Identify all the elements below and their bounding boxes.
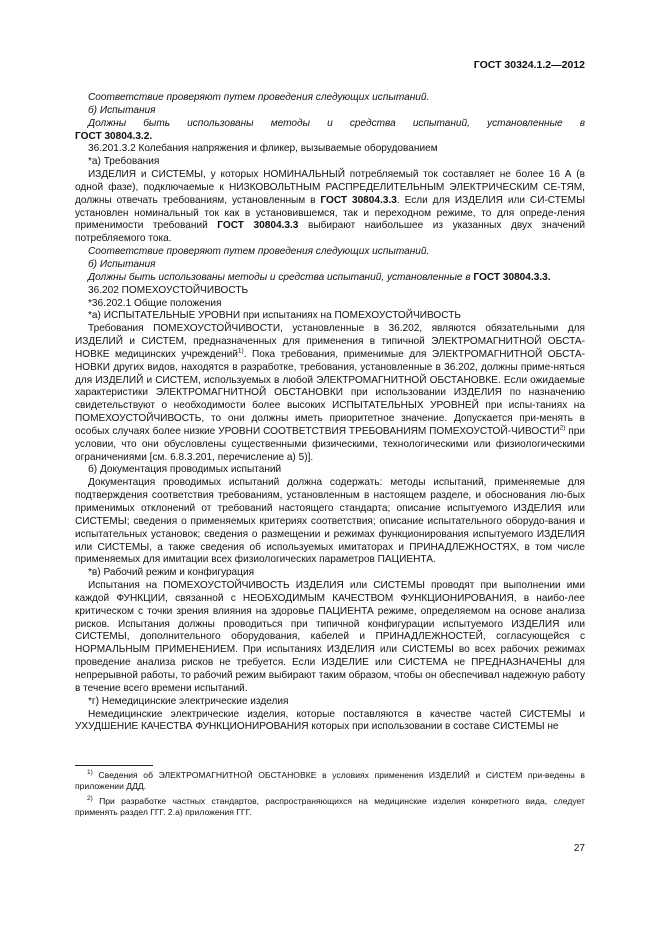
paragraph: Требования ПОМЕХОУСТОЙЧИВОСТИ, установленные в 36.202, являются обязательными для ИЗДЕЛИЙ и СИСТЕМ, предназначенных для применения в типичной ЭЛЕКТРОМАГНИТНОЙ ОБСТА-НОВКЕ медицинских учреждений$^{1)}$. Пока требования, применимые для ЭЛЕКТРОМАГНИТНОЙ ОБСТА-НОВКИ других видов, находятся в разработке, требования, установленные в 36.202, должны приме-няться для ИЗДЕЛИЙ и СИСТЕМ, используемых в любой ЭЛЕКТРОМАГНИТНОЙ ОБСТАНОВКЕ. Если ожидаемые характеристики ЭЛЕКТРОМАГНИТНОЙ ОБСТАНОВКИ при использовании ИЗДЕЛИЯ по назначению свидетельствуют о необходимости более высоких ИСПЫТАТЕЛЬНЫХ УРОВНЕЙ при испы-таниях на ПОМЕХОУСТОЙЧИВОСТЬ, то они должны иметь приоритетное значение. Допускается при-менять в особых случаях более низкие УРОВНИ СООТВЕТСТВИЯ ТРЕБОВАНИЯМ ПОМЕХОУСТОЙ-ЧИВОСТИ$^{2)}$ при условии, что они обусловлены существенными физическими, технологическими или физиологическими ограничениями [см. 6.8.3.201, перечисление а) 5)]. — [75, 323, 585, 463]
clause-heading: *36.202.1 Общие положения — [88, 297, 222, 309]
paragraph: б) Испытания — [88, 104, 156, 116]
footnote: $^{2)}$ При разработке частных стандартов, распространяющихся на медицинские изделия конкретного вида, следует применять раздел ГГГ. 2.а) приложения ГГГ. — [75, 795, 585, 817]
paragraph: Должны быть использованы методы и средства испытаний, установленные в ГОСТ 30804.3.3. — [88, 271, 551, 283]
paragraph: Документация проводимых испытаний должна содержать: методы испытаний, применяемые для подтверждения соответствия требованиям, установленным в настоящем разделе, и обоснования лю-бых применимых отклонений от требований настоящего стандарта; описание испытуемого ИЗДЕЛИЯ или СИСТЕМЫ; сведения о применяемых критериях соответствия; описание испытательного оборудо-вания и испытательных установок; сведения о размещении и режимах функционирования испытуемого ИЗДЕЛИЯ или СИСТЕМЫ, а также сведения об используемых имитаторах и ПРИНАДЛЕЖНОСТЯХ, в том числе применяемых для имитации всех физиологических параметров ПАЦИЕНТА. — [75, 477, 585, 566]
paragraph: ИЗДЕЛИЯ и СИСТЕМЫ, у которых НОМИНАЛЬНЫЙ потребляемый ток составляет не более 16 А (в одной фазе), подключаемые к НИЗКОВОЛЬТНЫМ РАСПРЕДЕЛИТЕЛЬНЫМ ЭЛЕКТРИЧЕСКИМ СЕ-ТЯМ, должны отвечать требованиям, установленным в ГОСТ 30804.3.3. Если для ИЗДЕЛИЯ или СИ-СТЕМЫ установлен номинальный ток как в установившемся, так и переходном режиме, то для опреде-ления применимости требований ГОСТ 30804.3.3 выбирают наибольшее из указанных двух значений потребляемого тока. — [75, 169, 586, 245]
document-body — [75, 92, 585, 734]
paragraph: Немедицинские электрические изделия, которые поставляются в качестве частей СИСТЕМЫ и УХУДШЕНИЕ КАЧЕСТВА ФУНКЦИОНИРОВАНИЯ которых при использовании в составе СИСТЕМЫ не — [75, 708, 585, 733]
paragraph: Соответствие проверяют путем проведения следующих испытаний. — [88, 92, 430, 103]
clause-heading: *а) ИСПЫТАТЕЛЬНЫЕ УРОВНИ при испытаниях на ПОМЕХОУСТОЙЧИВОСТЬ — [88, 310, 461, 322]
clause-heading: 36.202 ПОМЕХОУСТОЙЧИВОСТЬ — [88, 284, 249, 296]
clause-heading: 36.201.3.2 Колебания напряжения и фликер, вызываемые оборудованием — [88, 143, 438, 155]
clause-heading: *а) Требования — [88, 156, 160, 168]
paragraph: ГОСТ 30804.3.2. — [75, 130, 153, 142]
clause-heading: б) Документация проводимых испытаний — [88, 464, 282, 476]
footnote: $^{1)}$ Сведения об ЭЛЕКТРОМАГНИТНОЙ ОБСТАНОВКЕ в условиях применения ИЗДЕЛИЙ и СИСТЕМ при-ведены в приложении ДДД. — [75, 769, 585, 791]
paragraph: Испытания на ПОМЕХОУСТОЙЧИВОСТЬ ИЗДЕЛИЯ или СИСТЕМЫ проводят при выполнении ими каждой ФУНКЦИИ, связанной с НЕОБХОДИМЫМ КАЧЕСТВОМ ФУНКЦИОНИРОВАНИЯ, в наибо-лее критическом с точки зрения влияния на здоровье ПАЦИЕНТА режиме, определяемом на основе анализа рисков. Испытания должны проводиться при типичной конфигурации испытуемого ИЗДЕЛИЯ или СИСТЕМЫ, дополнительного оборудования, кабелей и ПРИНАДЛЕЖНОСТЕЙ, согласующейся с НОРМАЛЬНЫМ ПРИМЕНЕНИЕМ. При испытаниях ИЗДЕЛИЯ или СИСТЕМЫ во всех рабочих режимах проведение анализа рисков не требуется. Если ИЗДЕЛИЕ или СИСТЕМА не ПРЕДНАЗНАЧЕНЫ для непрерывной работы, то рабочий режим выбирают таким образом, чтобы он обеспечивал надежную работу в течение всего времени испытаний. — [75, 580, 585, 694]
footnote-divider — [75, 765, 153, 766]
paragraph: б) Испытания — [88, 258, 156, 270]
standard-code-header: ГОСТ 30324.1.2—2012 — [473, 59, 585, 71]
page-number: 27 — [573, 843, 585, 854]
paragraph: Соответствие проверяют путем проведения следующих испытаний. — [88, 246, 430, 258]
clause-heading: *в) Рабочий режим и конфигурация — [88, 567, 255, 579]
footnote-ref[interactable]: 1) — [237, 347, 244, 355]
footnotes — [75, 765, 585, 822]
paragraph: Должны быть использованы методы и средства испытаний, установленные в — [88, 117, 585, 129]
footnote-ref[interactable]: 2) — [559, 424, 566, 432]
clause-heading: *г) Немедицинские электрические изделия — [88, 695, 289, 707]
